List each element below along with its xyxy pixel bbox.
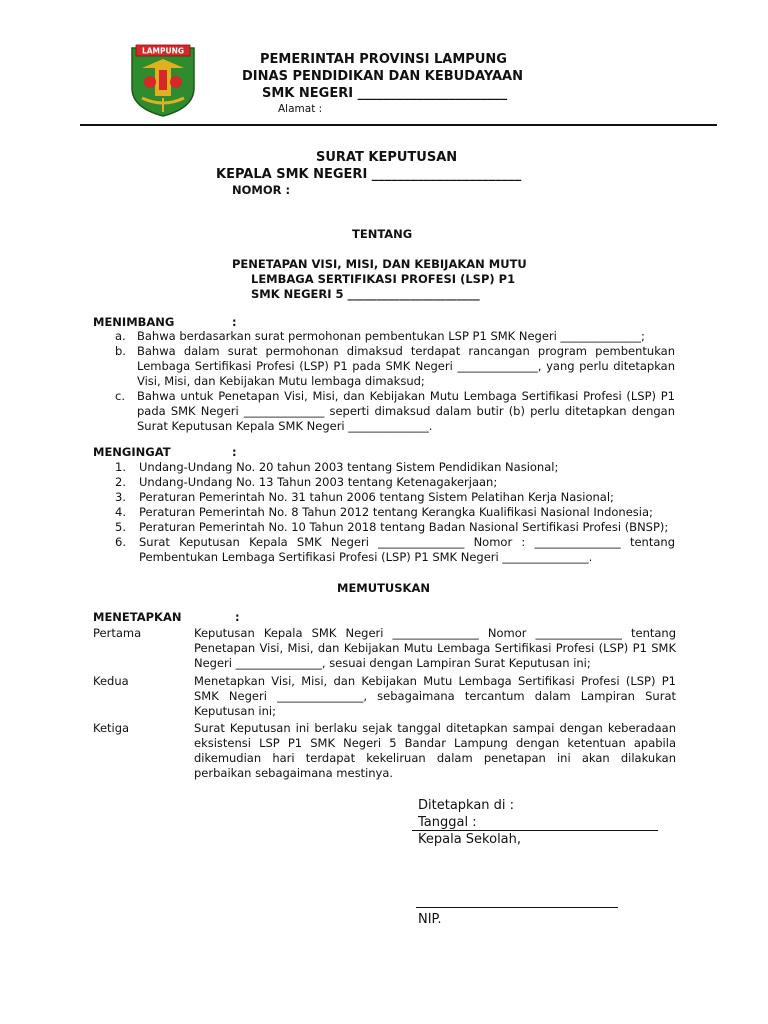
mengingat-list [93,460,675,565]
item-marker: a. [115,329,126,343]
signature-date-underline [412,830,658,831]
menetapkan-colon: : [235,610,240,624]
decision-text-ketiga: Surat Keputusan ini berlaku sejak tanggal ditetapkan sampai dengan keberadaan eksistensi LSP P1 SMK Negeri 5 Bandar Lampung dengan ketentuan apabila dikemudian hari terdapat kekeliruan dalam penetapan ini akan dilakukan perbaikan sebagaimana mestinya. [194,721,676,780]
item-text: Undang-Undang No. 13 Tahun 2003 tentang Ketenagakerjaan; [139,475,498,489]
item-text: Bahwa dalam surat permohonan dimaksud terdapat rancangan program pembentukan Lembaga Sertifikasi Profesi (LSP) P1 pada SMK Negeri ______________, yang perlu ditetapkan Visi, Misi, dan Kebijakan Mutu lembaga dimaksud; [137,344,675,388]
menimbang-list [93,329,675,434]
decision-label-ketiga: Ketiga [93,721,130,735]
item-text: Peraturan Pemerintah No. 8 Tahun 2012 tentang Kerangka Kualifikasi Nasional Indonesia; [139,505,653,519]
list-item [93,520,675,535]
doc-title: SURAT KEPUTUSAN [316,150,458,165]
list-item [93,490,675,505]
item-marker: 4. [115,505,126,519]
signature-nip: NIP. [418,912,442,927]
item-marker: 1. [115,460,126,474]
item-text: Undang-Undang No. 20 tahun 2003 tentang Sistem Pendidikan Nasional; [139,460,559,474]
mengingat-colon: : [232,445,237,459]
item-text: Surat Keputusan Kepala SMK Negeri _______________ Nomor : _______________ tentang Pembentukan Lembaga Sertifikasi Profesi (LSP) P1 SMK Negeri _______________. [139,535,675,564]
list-item [93,535,675,565]
decision-text-kedua: Menetapkan Visi, Misi, dan Kebijakan Mutu Lembaga Sertifikasi Profesi (LSP) P1 SMK Negeri _______________, sebagaimana tercantum dalam Lampiran Surat Keputusan ini; [194,674,676,718]
item-marker: 2. [115,475,126,489]
decision-text-pertama: Keputusan Kepala SMK Negeri _______________ Nomor _______________ tentang Penetapan Visi, Misi, dan Kebijakan Mutu Lembaga Sertifikasi Profesi (LSP) P1 SMK Negeri _______________, sesuai dengan Lampiran Surat Keputusan ini; [194,626,676,670]
item-marker: 6. [115,535,126,549]
list-item [93,460,675,475]
doc-number: NOMOR : [232,183,291,197]
signature-date: Tanggal : [418,815,477,830]
header-address: Alamat : [278,103,323,115]
item-marker: 3. [115,490,126,504]
signature-line [416,907,618,908]
mengingat-heading: MENGINGAT [93,445,171,459]
menimbang-colon: : [232,315,237,329]
list-item [93,505,675,520]
header-department: DINAS PENDIDIKAN DAN KEBUDAYAAN [242,69,523,84]
tentang-heading: TENTANG [352,227,413,241]
decision-label-kedua: Kedua [93,674,129,688]
memutuskan-heading: MEMUTUSKAN [337,581,430,595]
item-text: Bahwa berdasarkan surat permohonan pembentukan LSP P1 SMK Negeri ______________; [137,329,645,343]
doc-title-issuer: KEPALA SMK NEGERI _______________________ [216,167,522,182]
menetapkan-heading: MENETAPKAN [93,610,182,624]
item-marker: 5. [115,520,126,534]
item-text: Peraturan Pemerintah No. 31 tahun 2006 tentang Sistem Pelatihan Kerja Nasional; [139,490,614,504]
list-item [93,475,675,490]
list-item [93,389,675,434]
signature-place: Ditetapkan di : [418,798,515,813]
lampung-emblem-logo [128,42,198,118]
header-government: PEMERINTAH PROVINSI LAMPUNG [260,52,507,67]
subject-line-2: LEMBAGA SERTIFIKASI PROFESI (LSP) P1 [251,272,516,286]
item-marker: c. [115,389,125,403]
item-text: Peraturan Pemerintah No. 10 Tahun 2018 tentang Badan Nasional Sertifikasi Profesi (BNSP); [139,520,669,534]
signature-title: Kepala Sekolah, [418,832,522,847]
menimbang-heading: MENIMBANG [93,315,175,329]
subject-line-1: PENETAPAN VISI, MISI, DAN KEBIJAKAN MUTU [232,257,527,271]
decision-label-pertama: Pertama [93,626,142,640]
item-marker: b. [115,344,126,358]
header-school: SMK NEGERI _______________________ [262,86,508,101]
subject-line-3: SMK NEGERI 5 _______________________ [251,287,480,301]
item-text: Bahwa untuk Penetapan Visi, Misi, dan Kebijakan Mutu Lembaga Sertifikasi Profesi (LSP) P1 pada SMK Negeri ______________ seperti dimaksud dalam butir (b) perlu ditetapkan dengan Surat Keputusan Kepala SMK Negeri ______________. [137,389,675,433]
list-item [93,344,675,389]
svg-text:LAMPUNG: LAMPUNG [141,46,185,56]
header-divider [80,124,717,126]
list-item [93,329,675,344]
